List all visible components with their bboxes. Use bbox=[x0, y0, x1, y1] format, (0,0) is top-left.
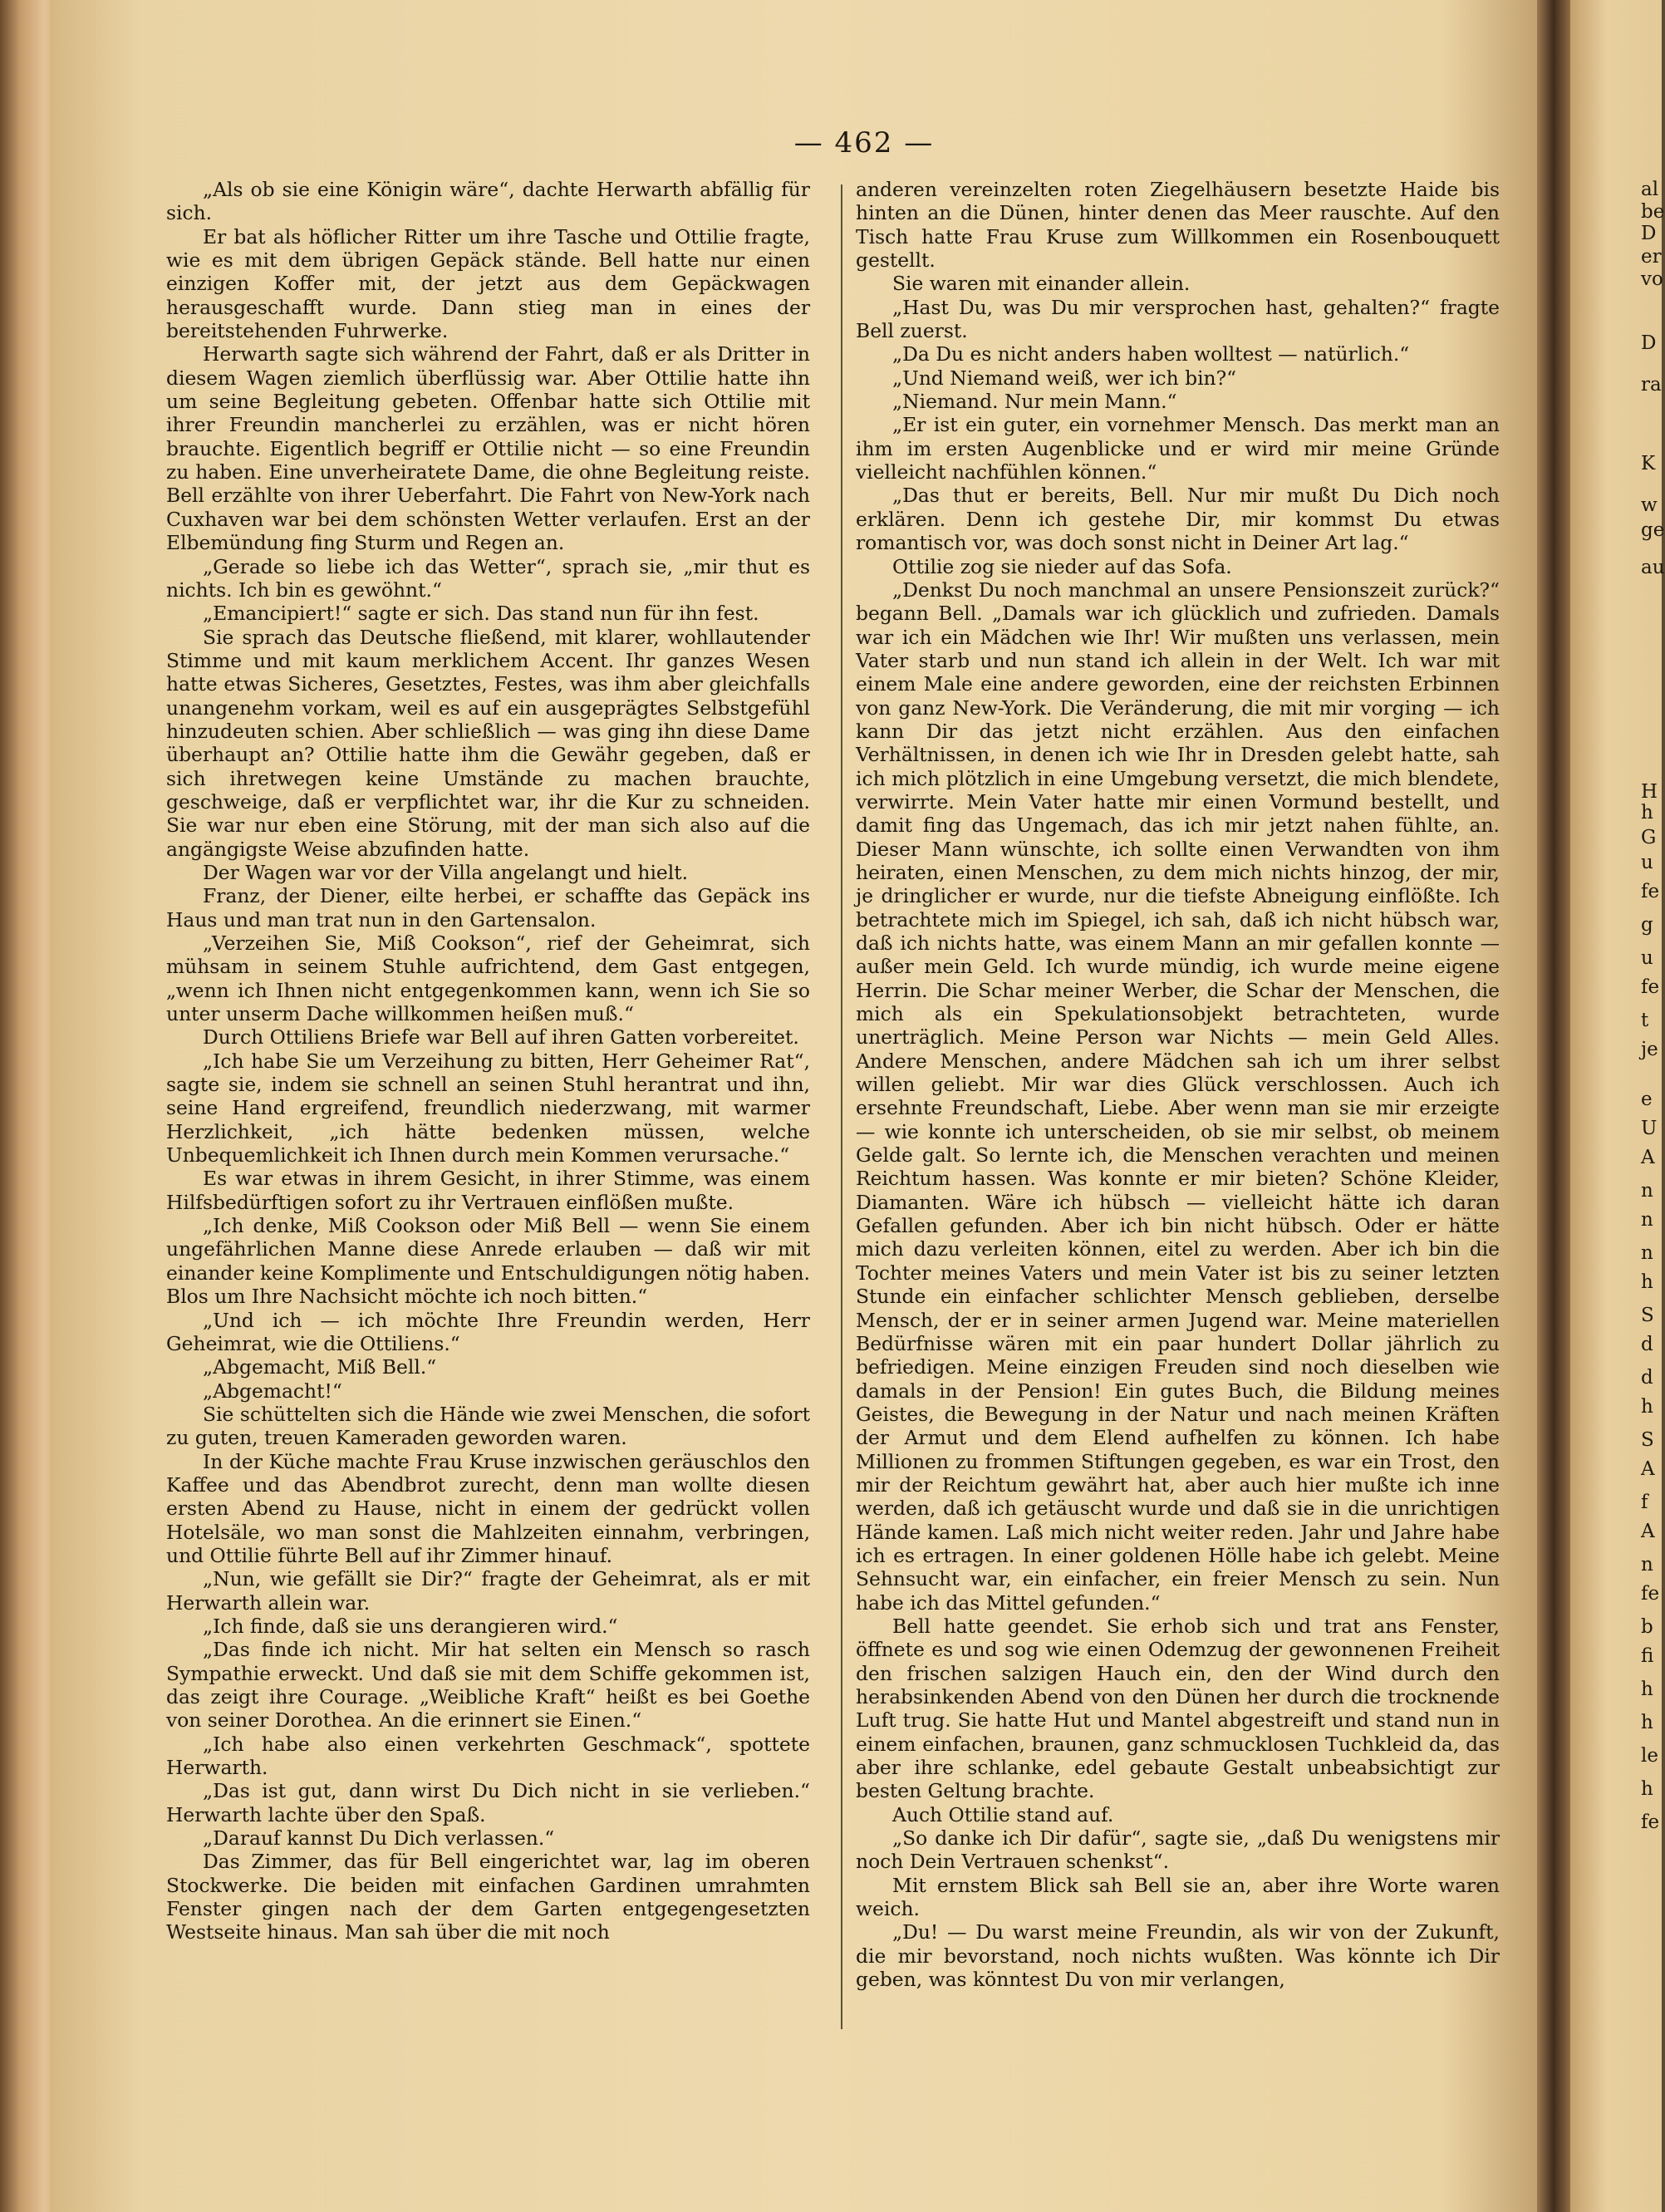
margin-fragment: je bbox=[1641, 1039, 1658, 1060]
paragraph: „Darauf kannst Du Dich verlassen.“ bbox=[203, 1826, 555, 1851]
margin-fragment: e bbox=[1641, 1089, 1653, 1110]
margin-fragment: h bbox=[1641, 802, 1653, 823]
margin-fragment: w bbox=[1641, 494, 1658, 516]
margin-fragment: fe bbox=[1641, 1583, 1660, 1605]
margin-fragment: U bbox=[1641, 1118, 1658, 1139]
margin-fragment: S bbox=[1641, 1305, 1654, 1326]
margin-fragment: h bbox=[1641, 1778, 1653, 1800]
margin-fragment: A bbox=[1641, 1147, 1655, 1168]
margin-fragment: t bbox=[1641, 1010, 1649, 1031]
margin-fragment: h bbox=[1641, 1271, 1653, 1293]
paragraph: „Da Du es nicht anders haben wolltest — natürlich.“ bbox=[892, 342, 1410, 366]
paragraph: Bell hatte geendet. Sie erhob sich und trat ans Fenster, öffnete es und sog wie einen Odemzug der gewonnenen Freiheit den frischen salzigen Hauch ein, den der Wind durch den herabsinkenden Abend von den Dünen her durch die trocknende Luft trug. Sie hatte Hut und Mantel abgestreift und stand nun in einem einfachen, braunen, ganz schmucklosen Tuchkleid da, das aber ihre schlanke, edel gebaute Gestalt unbeabsichtigt zur besten Geltung brachte. bbox=[856, 1614, 1500, 1803]
paragraph: Franz, der Diener, eilte herbei, er schaffte das Gepäck ins Haus und man trat nun in den Gartensalon. bbox=[166, 884, 810, 931]
paragraph: Das Zimmer, das für Bell eingerichtet war, lag im oberen Stockwerke. Die beiden mit einfachen Gardinen umrahmten Fenster gingen nach der dem Garten entgegengesetzten Westseite hinaus. Man sah über die mit noch bbox=[166, 1850, 810, 1944]
paragraph: Der Wagen war vor der Villa angelangt und hielt. bbox=[203, 860, 689, 884]
paragraph: Sie waren mit einander allein. bbox=[892, 272, 1191, 296]
margin-fragment: D bbox=[1641, 332, 1657, 354]
margin-fragment: h bbox=[1641, 1712, 1653, 1733]
paragraph: „Emancipiert!“ sagte er sich. Das stand nun für ihn fest. bbox=[203, 602, 759, 626]
paragraph: „Das finde ich nicht. Mir hat selten ein Mensch so rasch Sympathie erweckt. Und daß sie mit dem Schiffe gekommen ist, das zeigt ihre Courage. „Weibliche Kraft“ heißt es bei Goethe von seiner Dorothea. An die erinnert sie Einen.“ bbox=[166, 1638, 810, 1733]
paragraph: „Abgemacht, Miß Bell.“ bbox=[203, 1355, 437, 1379]
paragraph: „Ich finde, daß sie uns derangieren wird.“ bbox=[203, 1614, 618, 1638]
margin-fragment: au bbox=[1641, 557, 1665, 578]
margin-fragment: fe bbox=[1641, 881, 1660, 902]
margin-fragment: n bbox=[1641, 1554, 1653, 1575]
paragraph: „Hast Du, was Du mir versprochen hast, gehalten?“ fragte Bell zuerst. bbox=[856, 295, 1500, 343]
left-text-column bbox=[166, 178, 810, 1944]
margin-fragment: be bbox=[1641, 201, 1665, 223]
margin-fragment: er bbox=[1641, 246, 1662, 268]
margin-fragment: A bbox=[1641, 1458, 1655, 1480]
paragraph: „Abgemacht!“ bbox=[203, 1379, 342, 1403]
paragraph: „Nun, wie gefällt sie Dir?“ fragte der Geheimrat, als er mit Herwarth allein war. bbox=[166, 1567, 810, 1615]
margin-fragment: K bbox=[1641, 453, 1656, 474]
paragraph: „Verzeihen Sie, Miß Cookson“, rief der Geheimrat, sich mühsam in seinem Stuhle aufrichtend, dem Gast entgegen, „wenn ich Ihnen nicht entgegenkommen kann, wenn ich Sie so unter unserm Dache willkommen heißen muß.“ bbox=[166, 931, 810, 1026]
margin-fragment: D bbox=[1641, 223, 1657, 244]
margin-fragment: u bbox=[1641, 852, 1653, 873]
paragraph: Es war etwas in ihrem Gesicht, in ihrer Stimme, was einem Hilfsbedürftigen sofort zu ihr Vertrauen einflößen mußte. bbox=[166, 1167, 810, 1214]
paragraph: „Ich denke, Miß Cookson oder Miß Bell — wenn Sie einem ungefährlichen Manne diese Anrede erlauben — daß wir mit einander keine Komplimente und Entschuldigungen nötig haben. Blos um Ihre Nachsicht möchte ich noch bitten.“ bbox=[166, 1214, 810, 1309]
margin-fragment: H bbox=[1641, 781, 1658, 803]
margin-fragment: n bbox=[1641, 1242, 1653, 1264]
paragraph: Durch Ottiliens Briefe war Bell auf ihren Gatten vorbereitet. bbox=[203, 1025, 799, 1049]
paragraph: Sie schüttelten sich die Hände wie zwei Menschen, die sofort zu guten, treuen Kameraden geworden waren. bbox=[166, 1402, 810, 1450]
paragraph: „Niemand. Nur mein Mann.“ bbox=[892, 390, 1177, 414]
paragraph: In der Küche machte Frau Kruse inzwischen geräuschlos den Kaffee und das Abendbrot zurecht, denn man wollte diesen ersten Abend zu Hause, nicht in einem der gedrückt vollen Hotelsäle, wo man sonst die Mahlzeiten einnahm, verbringen, und Ottilie führte Bell auf ihr Zimmer hinauf. bbox=[166, 1449, 810, 1567]
margin-fragment: G bbox=[1641, 827, 1657, 848]
margin-fragment: d bbox=[1641, 1334, 1653, 1355]
margin-fragment: h bbox=[1641, 1396, 1653, 1418]
margin-fragment: d bbox=[1641, 1367, 1653, 1389]
margin-fragment: b bbox=[1641, 1616, 1653, 1638]
paragraph: anderen vereinzelten roten Ziegelhäusern besetzte Haide bis hinten an die Dünen, hinter denen das Meer rauschte. Auf den Tisch hatte Frau Kruse zum Willkommen ein Rosenbouquett gestellt. bbox=[856, 178, 1500, 273]
paragraph: Ottilie zog sie nieder auf das Sofa. bbox=[892, 554, 1232, 578]
right-text-column bbox=[856, 178, 1500, 1991]
paragraph: „Ich habe also einen verkehrten Geschmack“, spottete Herwarth. bbox=[166, 1732, 810, 1780]
margin-fragment: n bbox=[1641, 1209, 1653, 1231]
paragraph: „Das thut er bereits, Bell. Nur mir mußt Du Dich noch erklären. Denn ich gestehe Dir, mir kommst Du etwas romantisch vor, was doch sonst nicht in Deiner Art lag.“ bbox=[856, 484, 1500, 555]
margin-fragment: al bbox=[1641, 179, 1659, 200]
margin-fragment: ra bbox=[1641, 374, 1662, 396]
margin-fragment: u bbox=[1641, 947, 1653, 969]
margin-fragment: fe bbox=[1641, 1811, 1660, 1833]
paragraph: Herwarth sagte sich während der Fahrt, daß er als Dritter in diesem Wagen ziemlich überflüssig war. Aber Ottilie hatte ihn um seine Begleitung gebeten. Offenbar hatte sich Ottilie mit ihrer Freundin mancherlei zu erzählen, was er nicht hören brauchte. Eigentlich begriff er Ottilie nicht — so eine Freundin zu haben. Eine unverheiratete Dame, die ohne Begleitung reiste. Bell erzählte von ihrer Ueberfahrt. Die Fahrt von New-York nach Cuxhaven war bei dem schönsten Wetter verlaufen. Erst an der Elbemündung fing Sturm und Regen an. bbox=[166, 342, 810, 555]
book-gutter bbox=[1537, 0, 1570, 2212]
margin-fragment: fe bbox=[1641, 976, 1660, 998]
margin-fragment: f bbox=[1641, 1492, 1648, 1513]
paragraph: „Denkst Du noch manchmal an unsere Pensionszeit zurück?“ begann Bell. „Damals war ich glücklich und zufrieden. Damals war ich ein Mädchen wie Ihr! Wir mußten uns verlassen, mein Vater starb und nun stand ich allein in der Welt. Ich war mit einem Male eine andere geworden, eine der reichsten Erbinnen von ganz New-York. Die Veränderung, die mit mir vorging — ich kann Dir das jetzt nicht erzählen. Aus den einfachen Verhältnissen, in denen ich wie Ihr in Dresden gelebt hatte, sah ich mich plötzlich in eine Umgebung versetzt, die mich blendete, verwirrte. Mein Vater hatte mir einen Vormund bestellt, und damit fing das Ungemach, das ich mir jetzt nahen fühlte, an. Dieser Mann wünschte, ich sollte einen Verwandten von ihm heiraten, einen Menschen, zu dem mich nichts hinzog, der mir, je dringlicher er wurde, nur die tiefste Abneigung einflößte. Ich betrachtete mich im Spiegel, ich sah, daß ich nicht hübsch war, daß ich nichts hatte, was einem Mann an mir gefallen konnte — außer mein Geld. Ich wurde mündig, ich wurde meine eigene Herrin. Die Schar meiner Werber, die Schar der Menschen, die mich als ein Spekulationsobjekt betrachteten, wurde unerträglich. Meine Person war Nichts — mein Geld Alles. Andere Menschen, andere Mädchen sah ich um ihrer selbst willen geliebt. Mir war dies Glück verschlossen. Auch ich ersehnte Freundschaft, Liebe. Aber wenn man sie mir erzeigte — wie konnte ich unterscheiden, ob sie mir selbst, ob meinem Gelde galt. So lernte ich, die Menschen verachten und meinen Reichtum hassen. Was konnte er mir bieten? Schöne Kleider, Diamanten. Wäre ich hübsch — vielleicht hätte ich daran Gefallen gefunden. Aber ich bin nicht hübsch. Oder er hätte mich dazu verleiten können, eitel zu werden. Aber ich bin die Tochter meines Vaters und mein Vater ist bis zu seiner letzten Stunde ein einfacher schlichter Mensch geblieben, derselbe Mensch, der er in seiner armen Jugend war. Meine materiellen Bedürfnisse wären mit ein paar hundert Dollar jährlich zu befriedigen. Meine einzigen Freuden sind noch dieselben wie damals in der Pension! Ein gutes Buch, die Bildung meines Geistes, die Bewegung in der Natur und nach meinen Kräften der Armut und dem Elend aufhelfen zu können. Ich habe Millionen zu frommen Stiftungen gegeben, es war ein Trost, den mir der Reichtum gewährt hat, aber auch hier mußte ich inne werden, daß ich getäuscht wurde und daß sie in die unrichtigen Hände kamen. Laß mich nicht weiter reden. Jahr und Jahre habe ich es ertragen. In einer goldenen Hölle habe ich gelebt. Meine Sehnsucht war, ein einfacher, ein freier Mensch zu sein. Nun habe ich das Mittel gefunden.“ bbox=[856, 578, 1500, 1615]
margin-fragment: fi bbox=[1641, 1645, 1654, 1667]
paragraph: „Und ich — ich möchte Ihre Freundin werden, Herr Geheimrat, wie die Ottiliens.“ bbox=[166, 1308, 810, 1355]
paragraph: „Ich habe Sie um Verzeihung zu bitten, Herr Geheimer Rat“, sagte sie, indem sie schnell an seinen Stuhl herantrat und ihn, seine Hand ergreifend, freundlich niederzwang, mit warmer Herzlichkeit, „ich hätte bedenken müssen, welche Unbequemlichkeit ich Ihnen durch mein Kommen verursache.“ bbox=[166, 1049, 810, 1167]
margin-fragment: S bbox=[1641, 1429, 1654, 1451]
paragraph: „Und Niemand weiß, wer ich bin?“ bbox=[892, 366, 1237, 390]
margin-fragment: h bbox=[1641, 1679, 1653, 1700]
paragraph: Sie sprach das Deutsche fließend, mit klarer, wohllautender Stimme und mit kaum merklichem Accent. Ihr ganzes Wesen hatte etwas Sicheres, Gesetztes, Festes, was ihm aber gleichfalls unangenehm vorkam, weil es auf ein ausgeprägtes Selbstgefühl hinzudeuten schien. Aber schließlich — was ging ihn diese Dame überhaupt an? Ottilie hatte ihm die Gewähr gegeben, daß er sich ihretwegen keine Umstände zu machen brauchte, geschweige, daß er verpflichtet war, ihr die Kur zu schneiden. Sie war nur eben eine Störung, mit der man sich also auf die angängigste Weise abzufinden hatte. bbox=[166, 625, 810, 861]
column-divider bbox=[841, 184, 842, 2029]
paragraph: Mit ernstem Blick sah Bell sie an, aber ihre Worte waren weich. bbox=[856, 1873, 1500, 1921]
margin-fragment: vo bbox=[1641, 268, 1663, 290]
paragraph: „Als ob sie eine Königin wäre“, dachte Herwarth abfällig für sich. bbox=[166, 178, 810, 225]
paragraph: „Gerade so liebe ich das Wetter“, sprach sie, „mir thut es nichts. Ich bin es gewöhnt.“ bbox=[166, 554, 810, 602]
margin-fragment: ge bbox=[1641, 519, 1665, 541]
margin-fragment: n bbox=[1641, 1180, 1653, 1202]
paragraph: „Das ist gut, dann wirst Du Dich nicht in sie verlieben.“ Herwarth lachte über den Spaß. bbox=[166, 1779, 810, 1826]
margin-fragment: le bbox=[1641, 1745, 1658, 1767]
margin-fragment: A bbox=[1641, 1521, 1655, 1542]
paragraph: „So danke ich Dir dafür“, sagte sie, „daß Du wenigstens mir noch Dein Vertrauen schenkst“. bbox=[856, 1826, 1500, 1874]
paragraph: „Er ist ein guter, ein vornehmer Mensch. Das merkt man an ihm im ersten Augenblicke und er wird mir meine Gründe vielleicht nachfühlen können.“ bbox=[856, 413, 1500, 484]
margin-fragment: g bbox=[1641, 914, 1653, 936]
paragraph: „Du! — Du warst meine Freundin, als wir von der Zukunft, die mir bevorstand, noch nichts wußten. Was könnte ich Dir geben, was könntest Du von mir verlangen, bbox=[856, 1920, 1500, 1992]
paragraph: Er bat als höflicher Ritter um ihre Tasche und Ottilie fragte, wie es mit dem übrigen Gepäck stände. Bell hatte nur einen einzigen Koffer mit, der jetzt aus dem Gepäckwagen herausgeschafft wurde. Dann stieg man in eines der bereitstehenden Fuhrwerke. bbox=[166, 224, 810, 343]
next-page-margin-text bbox=[1641, 0, 1665, 2212]
page-number: — 462 — bbox=[793, 126, 935, 160]
paragraph: Auch Ottilie stand auf. bbox=[892, 1802, 1114, 1826]
